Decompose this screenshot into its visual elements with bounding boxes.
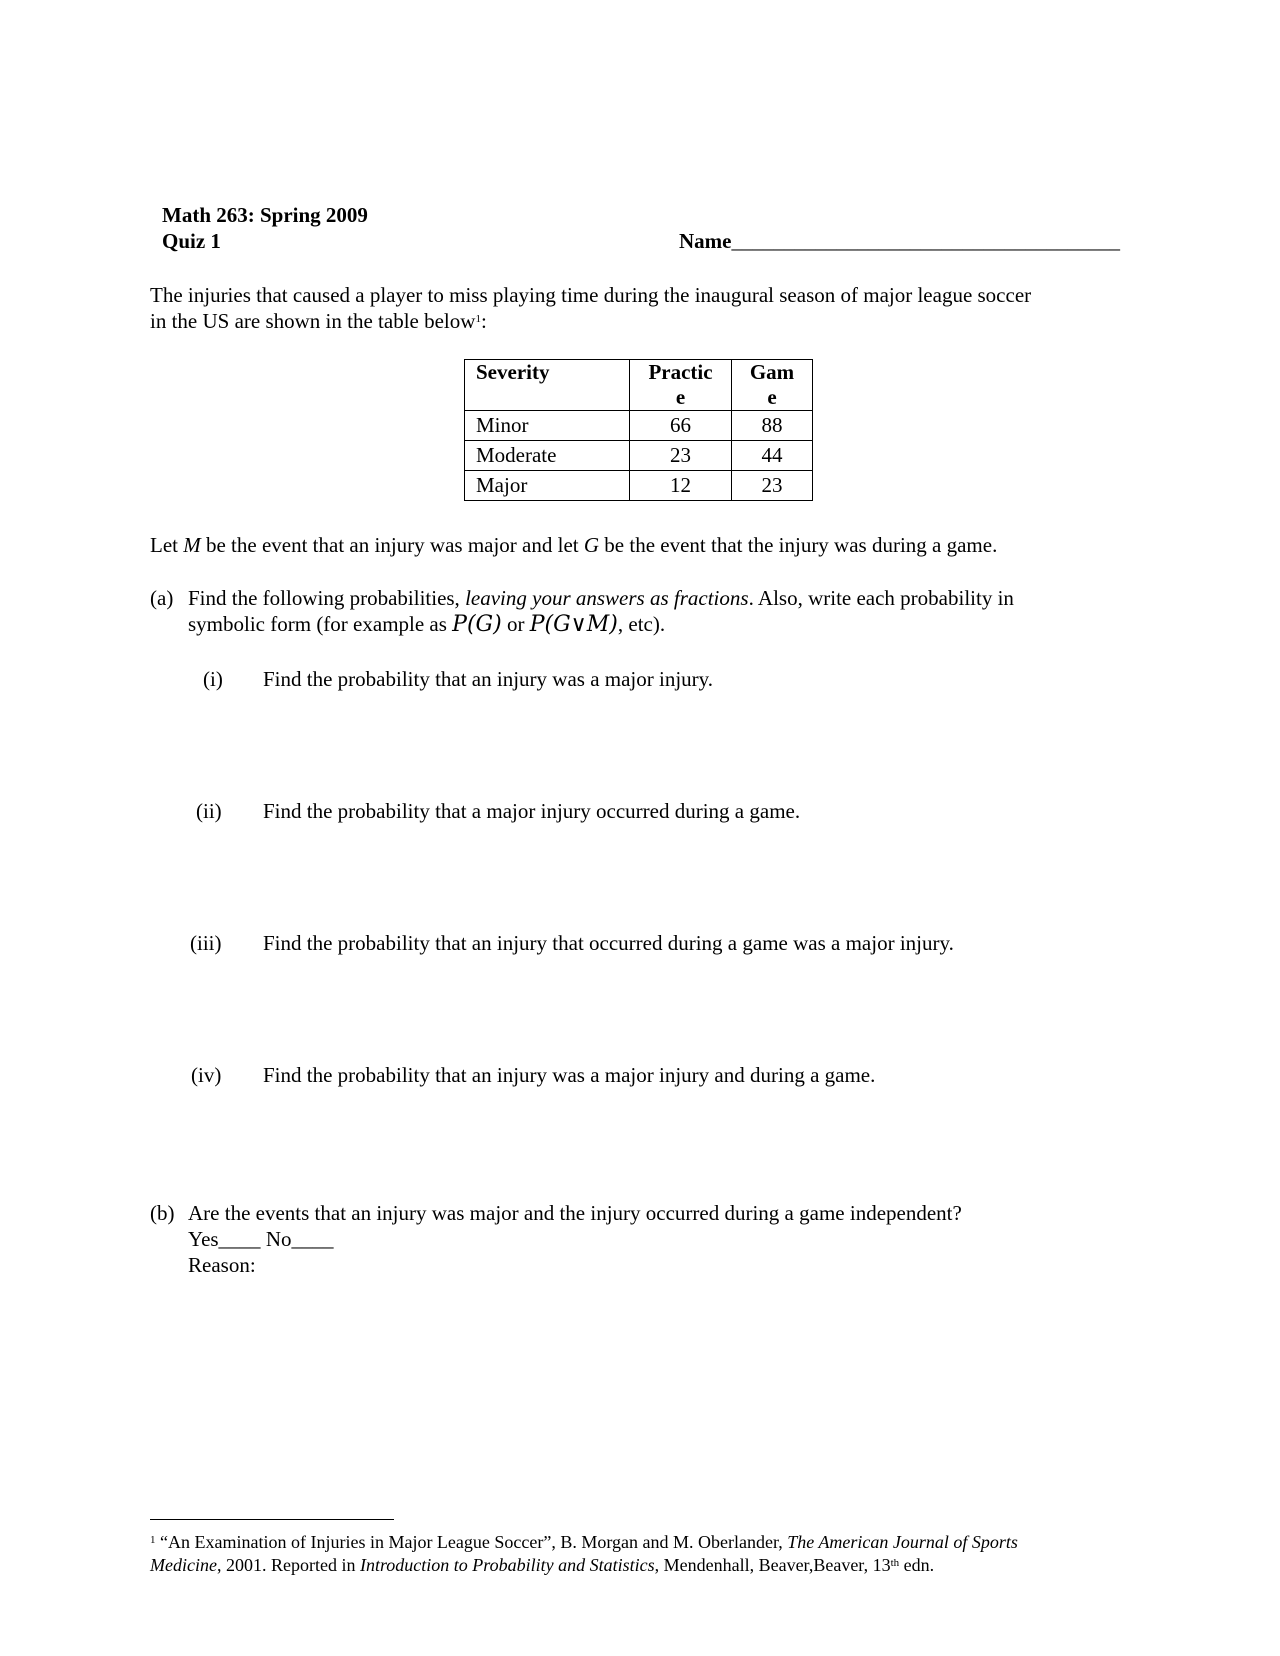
part-a-line-1 [188, 585, 1014, 611]
name-field [679, 229, 1120, 254]
header-severity: Severity [465, 360, 630, 411]
header-practice-a: Practic [648, 360, 713, 384]
part-b-label: (b) [150, 1201, 175, 1225]
header-practice-b: e [675, 385, 686, 409]
reason-label: Reason: [188, 1253, 256, 1277]
header-practice [630, 360, 732, 411]
course-title: Math 263: Spring 2009 [162, 203, 368, 227]
footnote-journal: The American Journal of Sports [787, 1532, 1018, 1552]
part-a-line-2 [188, 611, 665, 638]
header-game [732, 360, 813, 411]
part-a-text-3: symbolic form (for example as [188, 612, 453, 636]
table-row [465, 411, 813, 441]
footnote-text-3: , Mendenhall, Beaver,Beaver, 13 [654, 1555, 891, 1575]
footnote-text-1: “An Examination of Injuries in Major League Soccer”, B. Morgan and M. Oberlander, [155, 1532, 788, 1552]
item-text: Find the probability that an injury was a major injury. [263, 667, 714, 691]
footnote-line-1 [150, 1531, 1018, 1554]
cell-practice: 12 [630, 471, 732, 501]
item-text: Find the probability that a major injury occurred during a game. [263, 799, 801, 823]
yes-blank: Yes____ [188, 1227, 261, 1251]
part-a-text-2: . Also, write each probability in [748, 586, 1014, 610]
expr-p-g: P(G) [452, 612, 502, 637]
footnote-ref: 1 [475, 313, 481, 325]
item-text: Find the probability that an injury was a major injury and during a game. [263, 1063, 876, 1087]
footnote-book: Introduction to Probability and Statistics [359, 1555, 655, 1575]
part-a-or: or [501, 612, 530, 636]
cell-severity: Major [465, 471, 630, 501]
event-m: M [183, 533, 201, 557]
footnote-ordinal: th [890, 1557, 900, 1569]
event-definitions [150, 532, 997, 558]
cell-practice: 66 [630, 411, 732, 441]
cell-game: 23 [732, 471, 813, 501]
header-game-a: Gam [749, 360, 795, 384]
part-a-label: (a) [150, 586, 174, 610]
cell-game: 88 [732, 411, 813, 441]
events-text-2: be the event that an injury was major and let [200, 533, 584, 557]
footnote-text-2: , 2001. Reported in [216, 1555, 360, 1575]
footnote-journal-2: Medicine [150, 1555, 217, 1575]
name-blank: _____________________________________ [731, 229, 1120, 253]
header-game-b: e [767, 385, 777, 409]
no-blank: No____ [265, 1227, 334, 1251]
intro-colon: : [480, 309, 487, 333]
table-row [465, 441, 813, 471]
item-label: (i) [203, 667, 223, 691]
intro-line-2-text: in the US are shown in the table below [150, 309, 476, 333]
quiz-title: Quiz 1 [162, 229, 221, 253]
cell-severity: Minor [465, 411, 630, 441]
events-text-1: Let [150, 533, 184, 557]
intro-line-2 [150, 308, 487, 334]
cell-practice: 23 [630, 441, 732, 471]
footnote-mark: 1 [150, 1534, 156, 1546]
part-a-italic: leaving your answers as fractions [465, 586, 749, 610]
item-label: (iv) [191, 1063, 222, 1087]
expr-p-g-or-m: P(G∨M) [529, 612, 618, 637]
part-a-text-1: Find the following probabilities, [188, 586, 466, 610]
footnote-line-2 [150, 1554, 934, 1577]
event-g: G [583, 533, 600, 557]
injury-table [464, 359, 813, 501]
name-label: Name [679, 229, 732, 253]
yes-no-line [188, 1226, 333, 1252]
part-b-question: Are the events that an injury was major and the injury occurred during a game independent? [188, 1201, 962, 1225]
cell-severity: Moderate [465, 441, 630, 471]
table-row [465, 471, 813, 501]
part-a-text-4: , etc). [617, 612, 666, 636]
item-label: (ii) [196, 799, 222, 823]
item-text: Find the probability that an injury that occurred during a game was a major injury. [263, 931, 954, 955]
intro-line-1: The injuries that caused a player to miss playing time during the inaugural season of major league soccer [150, 283, 1032, 307]
item-label: (iii) [190, 931, 222, 955]
table-header-row [465, 360, 813, 411]
events-text-3: be the event that the injury was during a game. [599, 533, 998, 557]
footnote-text-4: edn. [899, 1555, 935, 1575]
footnote-divider [150, 1519, 394, 1520]
cell-game: 44 [732, 441, 813, 471]
